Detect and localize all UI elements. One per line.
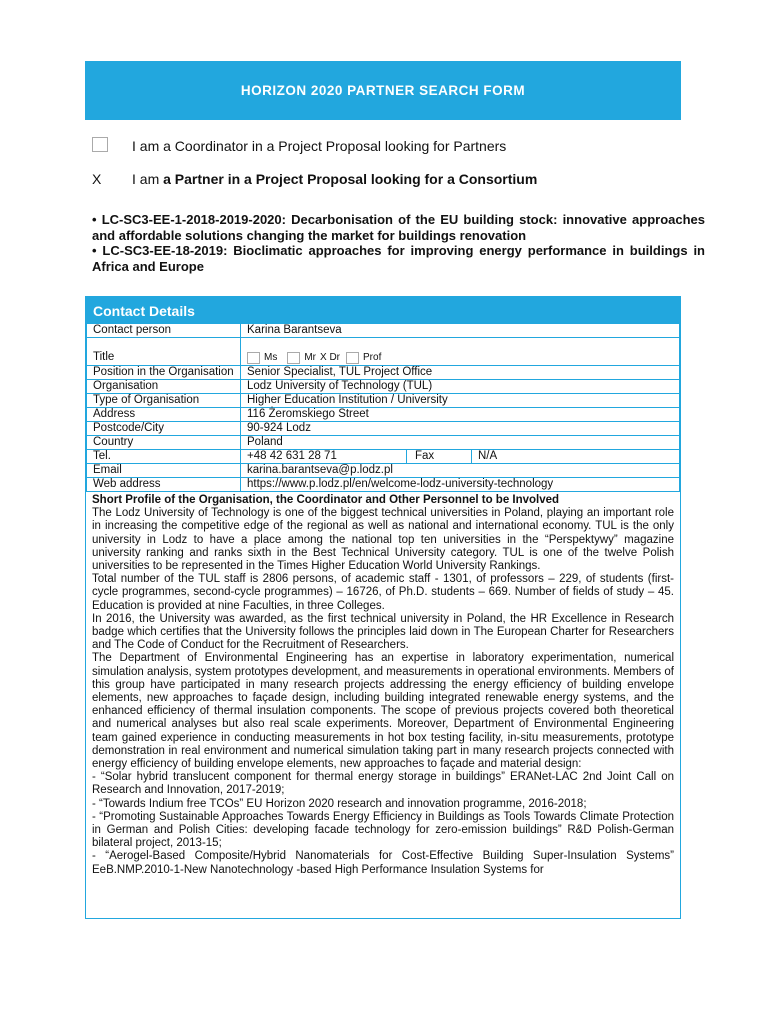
title-ms-label: Ms <box>264 352 278 363</box>
tel-value: +48 42 631 28 71 <box>241 450 407 464</box>
partner-checkbox[interactable]: X <box>92 171 102 187</box>
country-value: Poland <box>241 436 680 450</box>
position-value: Senior Specialist, TUL Project Office <box>241 366 680 380</box>
profile-paragraph: In 2016, the University was awarded, as the first technical university in Poland, the HR Excellence in Research badge which certifies that the University follows the principles laid down in The European Charter for Researchers and The Code of Conduct for the Recruitment of Researchers. <box>92 612 674 652</box>
type-label: Type of Organisation <box>87 394 241 408</box>
profile-paragraph: The Lodz University of Technology is one of the biggest technical universities in Poland, playing an important role in increasing the competitive edge of the regional as well as national and international economy. TUL is the only university in Lodz to have a place among the national top ten universities in the “Perspektywy” magazine university ranking and ranks sixth in the Best Technical University category. TUL is one of the twelve Polish universities to be represented in the Times Higher Education World University Rankings. <box>92 507 674 573</box>
form-title-banner <box>85 61 681 120</box>
title-label: Title <box>87 338 241 366</box>
option-coordinator <box>92 137 506 155</box>
coordinator-mark-cell <box>92 137 132 155</box>
contact-details-table <box>86 323 680 492</box>
coordinator-label: I am a Coordinator in a Project Proposal looking for Partners <box>132 138 507 154</box>
fax-value: N/A <box>472 450 680 464</box>
title-prof-label: Prof <box>363 352 382 363</box>
title-mr-checkbox[interactable] <box>287 352 300 364</box>
title-mr-label: Mr <box>304 352 317 363</box>
option-partner <box>92 171 537 187</box>
form-title: HORIZON 2020 PARTNER SEARCH FORM <box>240 83 526 98</box>
web-label: Web address <box>87 478 241 492</box>
title-dr-label: X Dr <box>320 352 341 363</box>
profile-paragraph: - “Promoting Sustainable Approaches Towards Energy Efficiency in Buildings as Tools Towards Climate Protection in German and Polish Cities: developing facade technology for zero-emission buildings” R&D Polish-German bilateral project, 2013-15; <box>92 810 674 850</box>
title-options <box>241 338 680 366</box>
partner-label-prefix: I am <box>132 171 164 187</box>
profile-paragraph: - “Aerogel-Based Composite/Hybrid Nanomaterials for Cost-Effective Building Super-Insulation Systems” EeB.NMP.2010-1-New Nanotechnology -based High Performance Insulation Systems for <box>92 850 674 876</box>
contact-details-heading: Contact Details <box>86 297 680 323</box>
contact-details-card <box>85 296 681 919</box>
profile-paragraph: - “Solar hybrid translucent component for thermal energy storage in buildings” ERANet-LAC 2nd Joint Call on Research and Innovation, 2017-2019; <box>92 771 674 797</box>
contact-person-value: Karina Barantseva <box>241 324 680 338</box>
email-value[interactable]: karina.barantseva@p.lodz.pl <box>241 464 680 478</box>
title-ms-checkbox[interactable] <box>247 352 260 364</box>
country-label: Country <box>87 436 241 450</box>
tel-label: Tel. <box>87 450 241 464</box>
coordinator-checkbox[interactable] <box>92 137 108 152</box>
contact-person-label: Contact person <box>87 324 241 338</box>
topic-item: • LC-SC3-EE-18-2019: Bioclimatic approaches for improving energy performance in buildings in Africa and Europe <box>92 243 705 274</box>
position-label: Position in the Organisation <box>87 366 241 380</box>
fax-label: Fax <box>407 450 472 464</box>
email-label: Email <box>87 464 241 478</box>
type-value: Higher Education Institution / University <box>241 394 680 408</box>
profile-paragraph: - “Towards Indium free TCOs” EU Horizon 2020 research and innovation programme, 2016-2018; <box>92 797 587 810</box>
web-value[interactable]: https://www.p.lodz.pl/en/welcome-lodz-university-technology <box>241 478 680 492</box>
organisation-value: Lodz University of Technology (TUL) <box>241 380 680 394</box>
organisation-label: Organisation <box>87 380 241 394</box>
profile-paragraph: Total number of the TUL staff is 2806 persons, of academic staff - 1301, of professors – 229, of students (first-cycle programmes, second-cycle programmes) – 16726, of Ph.D. students – 669. Number of fields of study – 45. Education is provided at nine Faculties, in three Colleges. <box>92 573 674 612</box>
address-value: 116 Żeromskiego Street <box>241 408 680 422</box>
organisation-profile <box>86 492 680 918</box>
topic-item: • LC-SC3-EE-1-2018-2019-2020: Decarbonisation of the EU building stock: innovative approaches and affordable solutions changing the market for buildings renovation <box>92 212 705 243</box>
postcode-value: 90-924 Lodz <box>241 422 680 436</box>
title-prof-checkbox[interactable] <box>346 352 359 364</box>
address-label: Address <box>87 408 241 422</box>
partner-label <box>132 171 537 187</box>
postcode-label: Postcode/City <box>87 422 241 436</box>
profile-paragraph: The Department of Environmental Engineering has an expertise in laboratory experimentation, numerical simulation analysis, system prototypes development, and measurements in operational environments. Members of this group have participated in many research projects addressing the energy efficiency of building envelope elements, new approaches to façade design, including building integrated renewable energy systems, and the enhanced efficiency of thermal insulation components. The scope of previous projects covered both theoretical and numerical analyses but also real scale experiments. Moreover, Department of Environmental Engineering team gained experience in conducting measurements in hot box testing facility, in-situ measurements, prototype demonstration in real environment and numerical simulation taking part in many research projects connected with energy efficiency of building envelope elements, new approaches to façade and material design: <box>92 652 674 771</box>
profile-heading: Short Profile of the Organisation, the Coordinator and Other Personnel to be Involved <box>92 494 560 506</box>
call-topics <box>92 212 705 274</box>
partner-label-bold: a Partner in a Project Proposal looking for a Consortium <box>163 171 538 187</box>
